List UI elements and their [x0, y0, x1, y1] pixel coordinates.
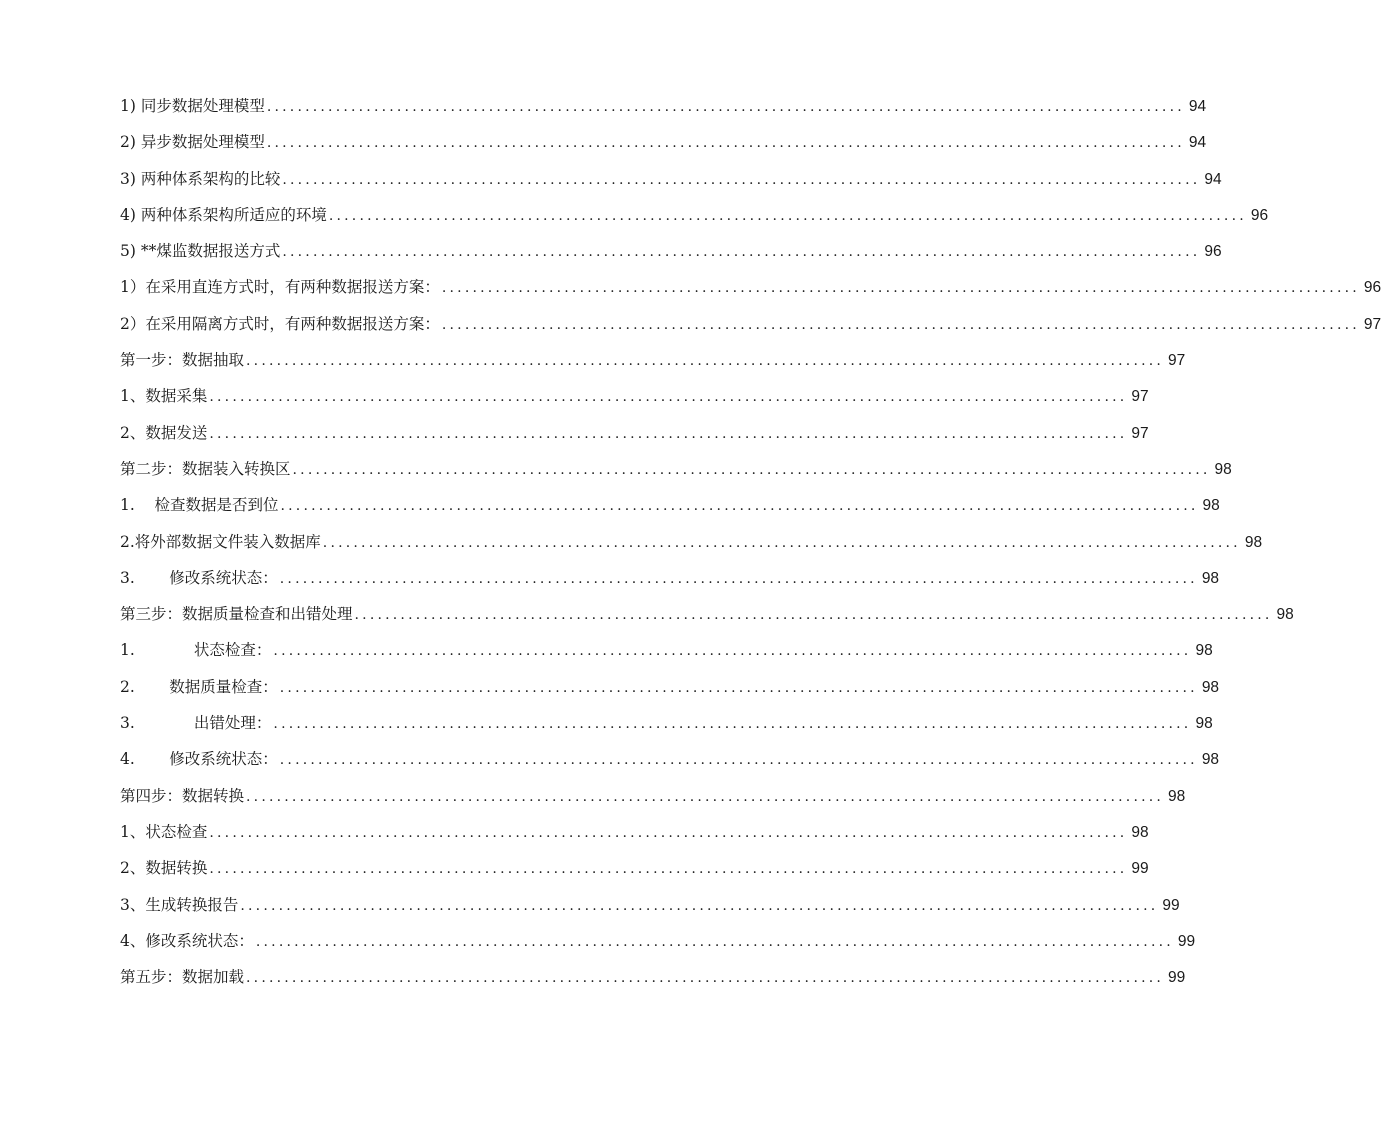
dot-leader: ........................................................................................................................: [279, 570, 1198, 587]
toc-page-number: 97: [1363, 315, 1381, 333]
toc-page-number: 97: [1131, 424, 1149, 442]
toc-entry-label: 第一步：数据抽取: [120, 351, 245, 370]
toc-page-number: 96: [1204, 243, 1222, 261]
toc-entry[interactable]: [120, 923, 1196, 959]
dot-leader: ........................................................................................................................: [209, 389, 1128, 406]
toc-page-number: 99: [1168, 969, 1186, 987]
dot-leader: ........................................................................................................................: [266, 135, 1185, 152]
toc-entry-label: 2、数据发送: [120, 423, 208, 442]
toc-entry[interactable]: [120, 342, 1186, 378]
toc-entry-label: 1、状态检查: [120, 822, 208, 841]
toc-entry-label: 2.将外部数据文件装入数据库: [120, 532, 321, 551]
toc-entry[interactable]: [120, 632, 1213, 668]
toc-entry-label: 5) **煤监数据报送方式: [120, 242, 281, 261]
toc-entry-label: 2. 数据质量检查：: [120, 677, 278, 696]
toc-page-number: 98: [1195, 715, 1213, 733]
dot-leader: ........................................................................................................................: [441, 316, 1360, 333]
toc-page-number: 96: [1363, 279, 1381, 297]
toc-page-number: 94: [1188, 134, 1207, 152]
toc-entry[interactable]: [120, 233, 1222, 269]
toc-page-number: 99: [1177, 932, 1196, 950]
table-of-contents: [120, 88, 1381, 995]
toc-entry[interactable]: [120, 669, 1220, 705]
toc-page-number: 94: [1188, 98, 1207, 115]
dot-leader: ........................................................................................................................: [246, 788, 1165, 805]
toc-page-number: 98: [1195, 642, 1213, 660]
toc-entry-label: 2）在采用隔离方式时，有两种数据报送方案：: [120, 314, 440, 333]
toc-page-number: 97: [1168, 352, 1186, 370]
toc-page-number: 99: [1131, 860, 1149, 878]
toc-entry-label: 2) 异步数据处理模型: [120, 133, 265, 152]
toc-entry[interactable]: [120, 306, 1381, 342]
dot-leader: ........................................................................................................................: [280, 498, 1199, 515]
dot-leader: ........................................................................................................................: [328, 207, 1247, 224]
toc-entry-label: 第五步：数据加载: [120, 968, 245, 987]
dot-leader: ........................................................................................................................: [246, 970, 1165, 987]
toc-entry-label: 3、生成转换报告: [120, 895, 239, 914]
dot-leader: ........................................................................................................................: [282, 171, 1201, 188]
toc-entry[interactable]: [120, 269, 1381, 305]
toc-entry[interactable]: [120, 741, 1220, 777]
toc-page-number: 98: [1244, 533, 1263, 551]
toc-entry-label: 3. 修改系统状态：: [120, 568, 278, 587]
toc-entry[interactable]: [120, 596, 1294, 632]
toc-entry-label: 2、数据转换: [120, 859, 208, 878]
toc-entry-label: 3) 两种体系架构的比较: [120, 169, 281, 188]
toc-entry-label: 1）在采用直连方式时，有两种数据报送方案：: [120, 278, 440, 297]
dot-leader: ........................................................................................................................: [322, 534, 1241, 551]
toc-entry-label: 1) 同步数据处理模型: [120, 97, 265, 115]
toc-page-number: 99: [1162, 896, 1180, 914]
toc-entry[interactable]: [120, 850, 1149, 886]
toc-page-number: 94: [1204, 170, 1222, 188]
toc-entry[interactable]: [120, 705, 1213, 741]
toc-entry[interactable]: [120, 959, 1186, 995]
dot-leader: ........................................................................................................................: [246, 353, 1165, 370]
dot-leader: ........................................................................................................................: [209, 425, 1128, 442]
dot-leader: ........................................................................................................................: [209, 861, 1128, 878]
toc-page-number: 98: [1202, 497, 1220, 515]
toc-entry-label: 第四步：数据转换: [120, 786, 245, 805]
toc-entry-label: 3. 出错处理：: [120, 714, 272, 733]
toc-entry[interactable]: [120, 88, 1207, 124]
dot-leader: ........................................................................................................................: [282, 244, 1201, 261]
toc-entry-label: 第二步：数据装入转换区: [120, 459, 291, 478]
toc-page-number: 98: [1168, 787, 1186, 805]
toc-entry-label: 1、数据采集: [120, 387, 208, 406]
toc-entry[interactable]: [120, 814, 1149, 850]
toc-entry-label: 4、修改系统状态：: [120, 931, 254, 950]
toc-page-number: 96: [1250, 206, 1269, 224]
toc-page-number: 97: [1131, 388, 1149, 406]
toc-entry-label: 1. 状态检查：: [120, 641, 272, 660]
toc-page-number: 98: [1201, 751, 1220, 769]
dot-leader: ........................................................................................................................: [240, 897, 1159, 914]
dot-leader: ........................................................................................................................: [354, 607, 1273, 624]
dot-leader: ........................................................................................................................: [255, 933, 1174, 950]
dot-leader: ........................................................................................................................: [279, 679, 1198, 696]
toc-page-number: 98: [1214, 460, 1232, 478]
toc-entry[interactable]: [120, 487, 1220, 523]
toc-entry-label: 第三步：数据质量检查和出错处理: [120, 605, 353, 624]
toc-entry[interactable]: [120, 161, 1222, 197]
dot-leader: ........................................................................................................................: [279, 752, 1198, 769]
toc-page-number: 98: [1201, 678, 1220, 696]
dot-leader: ........................................................................................................................: [266, 99, 1185, 115]
toc-entry[interactable]: [120, 124, 1207, 160]
toc-entry[interactable]: [120, 415, 1149, 451]
toc-page-number: 98: [1131, 823, 1149, 841]
toc-entry[interactable]: [120, 378, 1149, 414]
toc-entry[interactable]: [120, 197, 1269, 233]
toc-entry-label: 4. 修改系统状态：: [120, 750, 278, 769]
dot-leader: ........................................................................................................................: [273, 716, 1192, 733]
toc-page-number: 98: [1276, 606, 1294, 624]
toc-entry[interactable]: [120, 524, 1263, 560]
toc-entry-label: 1. 检查数据是否到位: [120, 496, 279, 515]
dot-leader: ........................................................................................................................: [209, 824, 1128, 841]
dot-leader: ........................................................................................................................: [441, 280, 1360, 297]
toc-entry[interactable]: [120, 887, 1180, 923]
dot-leader: ........................................................................................................................: [292, 461, 1211, 478]
dot-leader: ........................................................................................................................: [273, 643, 1192, 660]
toc-entry-label: 4) 两种体系架构所适应的环境: [120, 205, 327, 224]
toc-page-number: 98: [1201, 569, 1220, 587]
toc-entry[interactable]: [120, 560, 1220, 596]
toc-entry[interactable]: [120, 451, 1232, 487]
toc-entry[interactable]: [120, 778, 1186, 814]
